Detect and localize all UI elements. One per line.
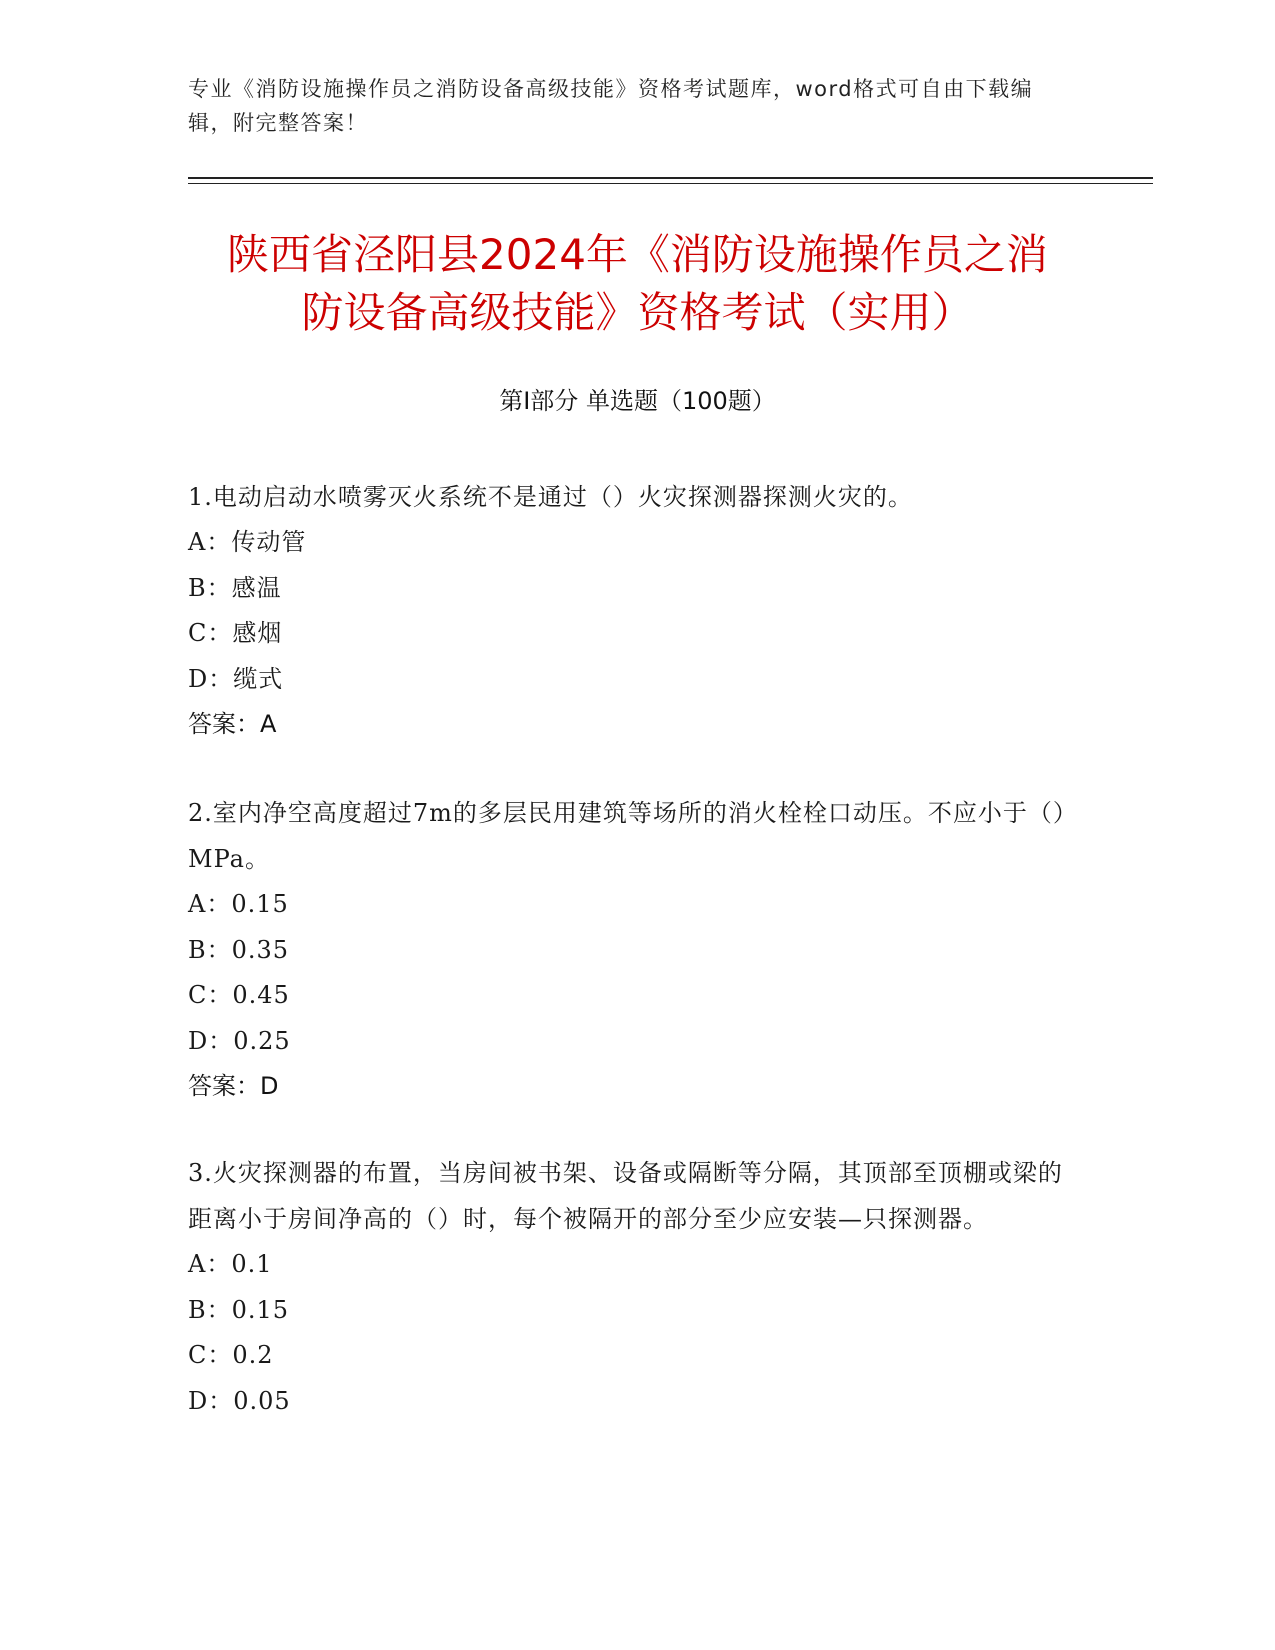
document-title-line-1: 陕西省泾阳县2024年《消防设施操作员之消 (227, 230, 1048, 279)
header-rule-thick (188, 177, 1153, 179)
option-a: A：0.15 (188, 890, 289, 918)
answer-text: 答案：A (188, 710, 277, 738)
option-c: C：0.45 (188, 981, 290, 1009)
section-heading: 第I部分 单选题（100题） (499, 387, 776, 415)
option-d: D：缆式 (188, 664, 284, 693)
question-stem: 1.电动启动水喷雾灭火系统不是通过（）火灾探测器探测火灾的。 (188, 483, 913, 511)
option-c: C：0.2 (188, 1341, 274, 1369)
question-2 (188, 790, 1068, 1110)
document-title-line-2: 防设备高级技能》资格考试（实用） (301, 288, 974, 337)
document-title (150, 226, 1125, 342)
option-c: C：感烟 (188, 619, 283, 647)
question-stem: 2.室内净空高度超过7m的多层民用建筑等场所的消火栓栓口动压。不应小于（）MPa。 (188, 799, 1066, 873)
question-3 (188, 1150, 1068, 1424)
answer-text: 答案：D (188, 1072, 279, 1100)
header-note: 专业《消防设施操作员之消防设备高级技能》资格考试题库，word格式可自由下载编辑，附完整答案！ (188, 77, 1034, 135)
option-b: B：0.35 (188, 935, 290, 964)
option-a: A：0.1 (188, 1250, 273, 1278)
question-1 (188, 474, 1068, 748)
header-rule-thin (188, 183, 1153, 184)
option-b: B：0.15 (188, 1295, 290, 1324)
option-b: B：感温 (188, 573, 282, 602)
question-stem: 3.火灾探测器的布置，当房间被书架、设备或隔断等分隔，其顶部至顶棚或梁的距离小于房间净高的（）时，每个被隔开的部分至少应安装—只探测器。 (188, 1159, 1063, 1233)
option-d: D：0.05 (188, 1386, 291, 1415)
option-d: D：0.25 (188, 1026, 291, 1055)
option-a: A：传动管 (188, 528, 307, 556)
